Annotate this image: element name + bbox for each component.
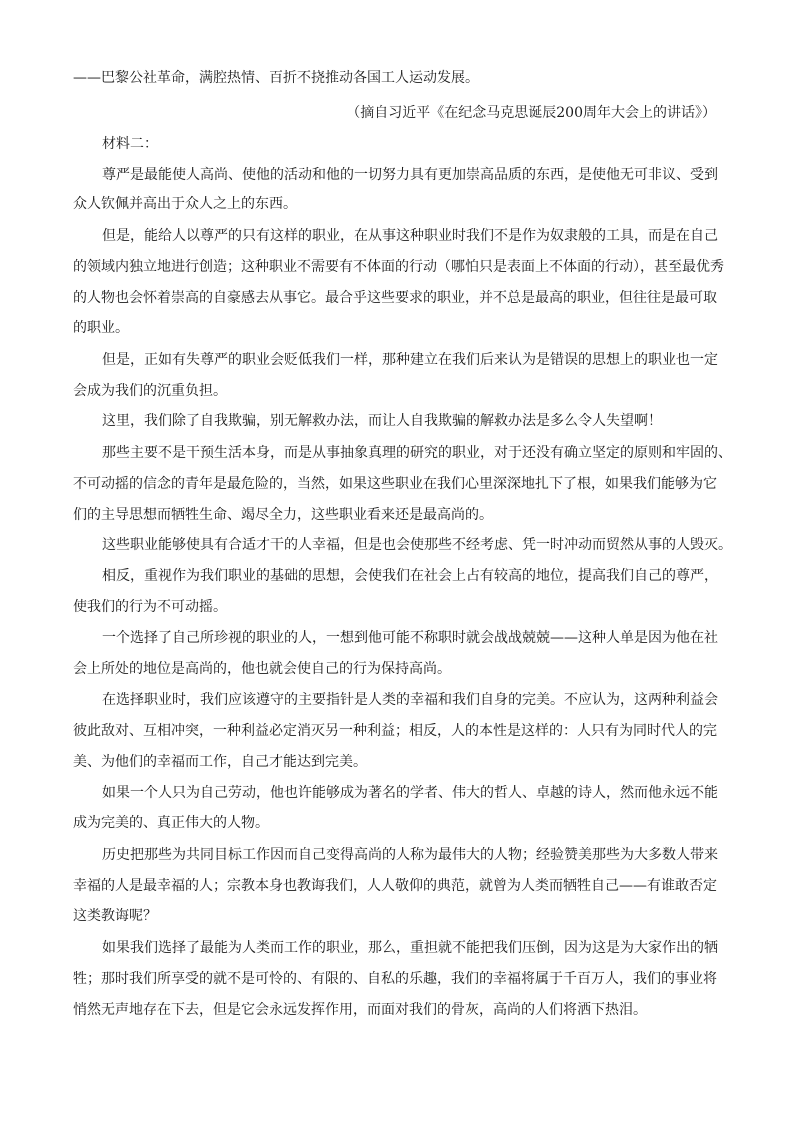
paragraph-line: 如果我们选择了最能为人类而工作的职业，那么，重担就不能把我们压倒，因为这是为大家作出的牺 [102, 940, 718, 956]
paragraph-line: 那些主要不是干预生活本身，而是从事抽象真理的研究的职业，对于还没有确立坚定的原则和牢固的、 [102, 445, 732, 461]
paragraph-line: 幸福的人是最幸福的人；宗教本身也教诲我们，人人敬仰的典范，就曾为人类而牺牲自己——有谁敢否定 [73, 878, 717, 894]
paragraph-line: 这类教诲呢？ [73, 908, 157, 924]
paragraph-line: 牲；那时我们所享受的就不是可怜的、有限的、自私的乐趣，我们的幸福将属于千百万人，我们的事业将 [73, 971, 717, 987]
paragraph-line: 但是，能给人以尊严的只有这样的职业，在从事这种职业时我们不是作为奴隶般的工具，而是在自己 [102, 228, 718, 244]
paragraph-line: 不可动摇的信念的青年是最危险的，当然，如果这些职业在我们心里深深地扎下了根，如果我们能够为它 [73, 476, 717, 492]
paragraph-line: 相反，重视作为我们职业的基础的思想，会使我们在社会上占有较高的地位，提高我们自己的尊严， [102, 568, 718, 584]
paragraph-line: 成为完美的、真正伟大的人物。 [73, 815, 269, 831]
paragraph-line: 一个选择了自己所珍视的职业的人，一想到他可能不称职时就会战战兢兢——这种人单是因为他在社 [102, 630, 718, 646]
paragraph-line: 这里，我们除了自我欺骗，别无解救办法，而让人自我欺骗的解救办法是多么令人失望啊！ [102, 413, 662, 429]
paragraph-line: 在选择职业时，我们应该遵守的主要指针是人类的幸福和我们自身的完美。不应认为，这两种利益会 [102, 692, 718, 708]
material-label: 材料二： [102, 136, 158, 152]
intro-line: ——巴黎公社革命，满腔热情、百折不挠推动各国工人运动发展。 [73, 70, 479, 86]
paragraph-line: 但是，正如有失尊严的职业会贬低我们一样，那种建立在我们后来认为是错误的思想上的职业也一定 [102, 352, 718, 368]
paragraph-line: 会上所处的地位是高尚的，他也就会使自己的行为保持高尚。 [73, 661, 451, 677]
paragraph-line: 彼此敌对、互相冲突，一种利益必定消灭另一种利益；相反，人的本性是这样的：人只有为同时代人的完 [73, 723, 717, 739]
paragraph-line: 这些职业能够使具有合适才干的人幸福，但是也会使那些不经考虑、凭一时冲动而贸然从事的人毁灭。 [102, 537, 732, 553]
paragraph-line: 悄然无声地存在下去，但是它会永远发挥作用，而面对我们的骨灰，高尚的人们将洒下热泪。 [73, 1002, 647, 1018]
paragraph-line: 的职业。 [73, 320, 129, 336]
paragraph-line: 尊严是最能使人高尚、使他的活动和他的一切努力具有更加崇高品质的东西，是使他无可非议、受到 [102, 167, 718, 183]
paragraph-line: 历史把那些为共同目标工作因而自己变得高尚的人称为最伟大的人物；经验赞美那些为大多数人带来 [102, 847, 718, 863]
paragraph-line: 美、为他们的幸福而工作，自己才能达到完美。 [73, 754, 367, 770]
paragraph-line: 们的主导思想而牺牲生命、竭尽全力，这些职业看来还是最高尚的。 [73, 507, 493, 523]
paragraph-line: 会成为我们的沉重负担。 [73, 383, 227, 399]
citation: （摘自习近平《在纪念马克思诞辰200周年大会上的讲话》） [346, 105, 716, 121]
paragraph-line: 的人物也会怀着崇高的自豪感去从事它。最合乎这些要求的职业，并不总是最高的职业，但往往是最可取 [73, 290, 717, 306]
paragraph-line: 使我们的行为不可动摇。 [73, 599, 227, 615]
paragraph-line: 众人钦佩并高出于众人之上的东西。 [73, 196, 297, 212]
paragraph-line: 如果一个人只为自己劳动，他也许能够成为著名的学者、伟大的哲人、卓越的诗人，然而他永远不能 [102, 785, 718, 801]
paragraph-line: 的领域内独立地进行创造；这种职业不需要有不体面的行动（哪怕只是表面上不体面的行动），甚至最优秀 [73, 259, 724, 275]
